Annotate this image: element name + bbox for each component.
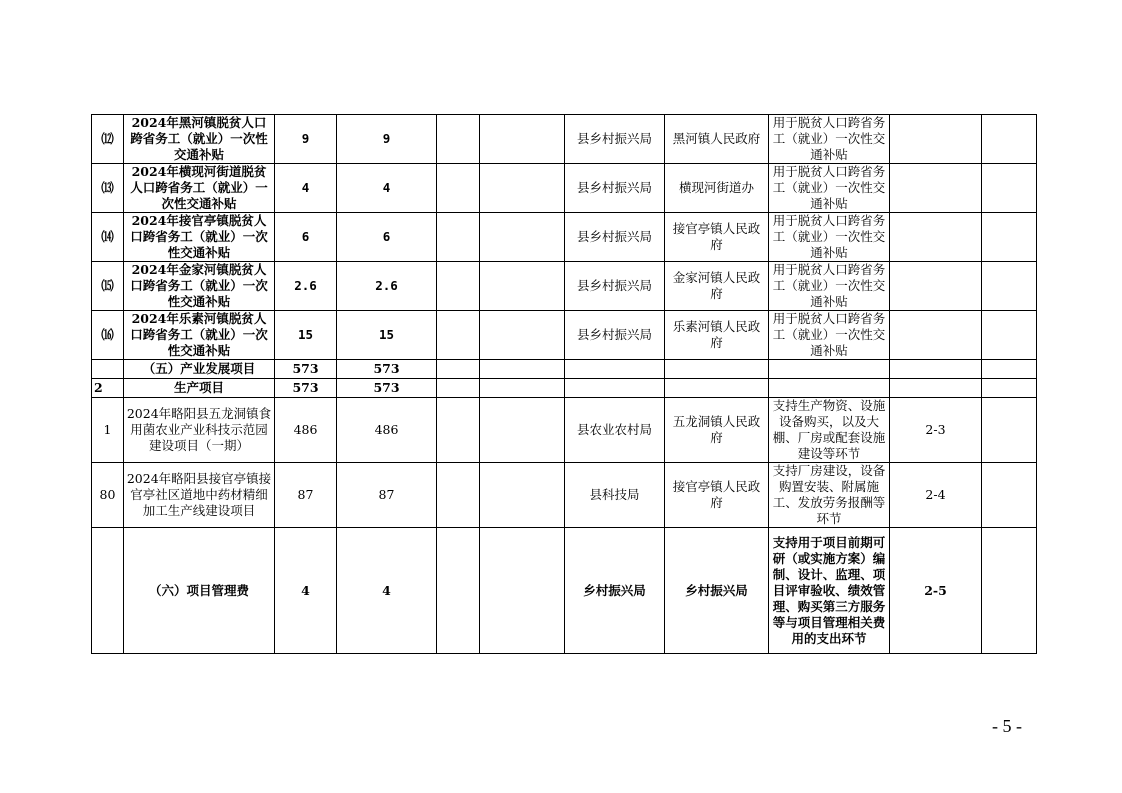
- implementing-unit: [665, 360, 769, 379]
- department: 县乡村振兴局: [565, 311, 665, 360]
- reference: 2-4: [890, 463, 982, 528]
- total-amount: 6: [275, 213, 337, 262]
- empty-cell: [437, 213, 480, 262]
- implementing-unit: [665, 379, 769, 398]
- fund-use: 支持厂房建设，设备购置安装、附属施工、发放劳务报酬等环节: [769, 463, 890, 528]
- fund-use: 支持生产物资、设施设备购买，以及大棚、厂房或配套设施建设等环节: [769, 398, 890, 463]
- project-name: 2024年横现河街道脱贫人口跨省务工（就业）一次性交通补贴: [124, 164, 275, 213]
- reference: 2-3: [890, 398, 982, 463]
- empty-cell: [480, 463, 565, 528]
- empty-cell: [480, 164, 565, 213]
- sub-amount: 15: [337, 311, 437, 360]
- reference: [890, 164, 982, 213]
- department: [565, 360, 665, 379]
- section-row: [92, 528, 1037, 654]
- empty-cell: [982, 360, 1037, 379]
- empty-cell: [982, 311, 1037, 360]
- total-amount: 4: [275, 528, 337, 654]
- sub-amount: 486: [337, 398, 437, 463]
- reference: [890, 311, 982, 360]
- empty-cell: [982, 115, 1037, 164]
- department: 县乡村振兴局: [565, 115, 665, 164]
- empty-cell: [480, 379, 565, 398]
- implementing-unit: 接官亭镇人民政府: [665, 213, 769, 262]
- empty-cell: [480, 262, 565, 311]
- total-amount: 4: [275, 164, 337, 213]
- implementing-unit: 五龙洞镇人民政府: [665, 398, 769, 463]
- row-number: ⒃: [92, 311, 124, 360]
- total-amount: 9: [275, 115, 337, 164]
- row-number: 1: [92, 398, 124, 463]
- empty-cell: [480, 311, 565, 360]
- total-amount: 573: [275, 360, 337, 379]
- empty-cell: [437, 360, 480, 379]
- sub-amount: 573: [337, 360, 437, 379]
- empty-cell: [982, 213, 1037, 262]
- table-row: [92, 463, 1037, 528]
- empty-cell: [437, 463, 480, 528]
- page-number: - 5 -: [992, 716, 1022, 736]
- row-number: ⑿: [92, 115, 124, 164]
- department: 县农业农村局: [565, 398, 665, 463]
- section-title: （六）项目管理费: [124, 528, 275, 654]
- reference: 2-5: [890, 528, 982, 654]
- reference: [890, 379, 982, 398]
- empty-cell: [982, 528, 1037, 654]
- empty-cell: [982, 379, 1037, 398]
- table-row: [92, 311, 1037, 360]
- empty-cell: [480, 360, 565, 379]
- fund-use: [769, 360, 890, 379]
- fund-use: 支持用于项目前期可研（或实施方案）编制、设计、监理、项目评审验收、绩效管理、购买第三方服务等与项目管理相关费用的支出环节: [769, 528, 890, 654]
- reference: [890, 213, 982, 262]
- empty-cell: [480, 115, 565, 164]
- row-number: ⒂: [92, 262, 124, 311]
- empty-cell: [437, 379, 480, 398]
- row-number: [92, 528, 124, 654]
- empty-cell: [437, 262, 480, 311]
- empty-cell: [480, 398, 565, 463]
- reference: [890, 115, 982, 164]
- fund-use: 用于脱贫人口跨省务工（就业）一次性交通补贴: [769, 164, 890, 213]
- total-amount: 573: [275, 379, 337, 398]
- row-number: 2: [92, 379, 124, 398]
- project-name: 2024年金家河镇脱贫人口跨省务工（就业）一次性交通补贴: [124, 262, 275, 311]
- table-row: [92, 262, 1037, 311]
- table-row: [92, 398, 1037, 463]
- implementing-unit: 黑河镇人民政府: [665, 115, 769, 164]
- sub-amount: 6: [337, 213, 437, 262]
- total-amount: 87: [275, 463, 337, 528]
- empty-cell: [982, 262, 1037, 311]
- sub-amount: 573: [337, 379, 437, 398]
- empty-cell: [437, 528, 480, 654]
- empty-cell: [437, 398, 480, 463]
- department: 县科技局: [565, 463, 665, 528]
- sub-amount: 2.6: [337, 262, 437, 311]
- empty-cell: [982, 398, 1037, 463]
- sub-amount: 4: [337, 528, 437, 654]
- sub-amount: 4: [337, 164, 437, 213]
- implementing-unit: 横现河街道办: [665, 164, 769, 213]
- empty-cell: [480, 213, 565, 262]
- table-row: [92, 164, 1037, 213]
- implementing-unit: 接官亭镇人民政府: [665, 463, 769, 528]
- empty-cell: [982, 164, 1037, 213]
- row-number: 80: [92, 463, 124, 528]
- department: 县乡村振兴局: [565, 213, 665, 262]
- reference: [890, 360, 982, 379]
- row-number: ⒁: [92, 213, 124, 262]
- empty-cell: [437, 311, 480, 360]
- fund-use: 用于脱贫人口跨省务工（就业）一次性交通补贴: [769, 213, 890, 262]
- total-amount: 486: [275, 398, 337, 463]
- project-name: 2024年略阳县接官亭镇接官亭社区道地中药材精细加工生产线建设项目: [124, 463, 275, 528]
- department: [565, 379, 665, 398]
- department: 县乡村振兴局: [565, 262, 665, 311]
- sub-amount: 87: [337, 463, 437, 528]
- department: 乡村振兴局: [565, 528, 665, 654]
- empty-cell: [480, 528, 565, 654]
- fund-use: 用于脱贫人口跨省务工（就业）一次性交通补贴: [769, 262, 890, 311]
- project-name: 2024年黑河镇脱贫人口跨省务工（就业）一次性交通补贴: [124, 115, 275, 164]
- fund-use: 用于脱贫人口跨省务工（就业）一次性交通补贴: [769, 311, 890, 360]
- section-title: （五）产业发展项目: [124, 360, 275, 379]
- empty-cell: [437, 115, 480, 164]
- implementing-unit: 乐素河镇人民政府: [665, 311, 769, 360]
- project-name: 2024年接官亭镇脱贫人口跨省务工（就业）一次性交通补贴: [124, 213, 275, 262]
- section-row: [92, 360, 1037, 379]
- table-row: [92, 213, 1037, 262]
- implementing-unit: 乡村振兴局: [665, 528, 769, 654]
- implementing-unit: 金家河镇人民政府: [665, 262, 769, 311]
- table-row: [92, 115, 1037, 164]
- empty-cell: [437, 164, 480, 213]
- empty-cell: [982, 463, 1037, 528]
- project-name: 2024年略阳县五龙洞镇食用菌农业产业科技示范园建设项目（一期）: [124, 398, 275, 463]
- total-amount: 2.6: [275, 262, 337, 311]
- row-number: ⒀: [92, 164, 124, 213]
- sub-amount: 9: [337, 115, 437, 164]
- project-name: 2024年乐素河镇脱贫人口跨省务工（就业）一次性交通补贴: [124, 311, 275, 360]
- category-row: [92, 379, 1037, 398]
- department: 县乡村振兴局: [565, 164, 665, 213]
- fund-use: [769, 379, 890, 398]
- reference: [890, 262, 982, 311]
- category-title: 生产项目: [124, 379, 275, 398]
- budget-table: [91, 114, 1037, 654]
- row-number: [92, 360, 124, 379]
- total-amount: 15: [275, 311, 337, 360]
- fund-use: 用于脱贫人口跨省务工（就业）一次性交通补贴: [769, 115, 890, 164]
